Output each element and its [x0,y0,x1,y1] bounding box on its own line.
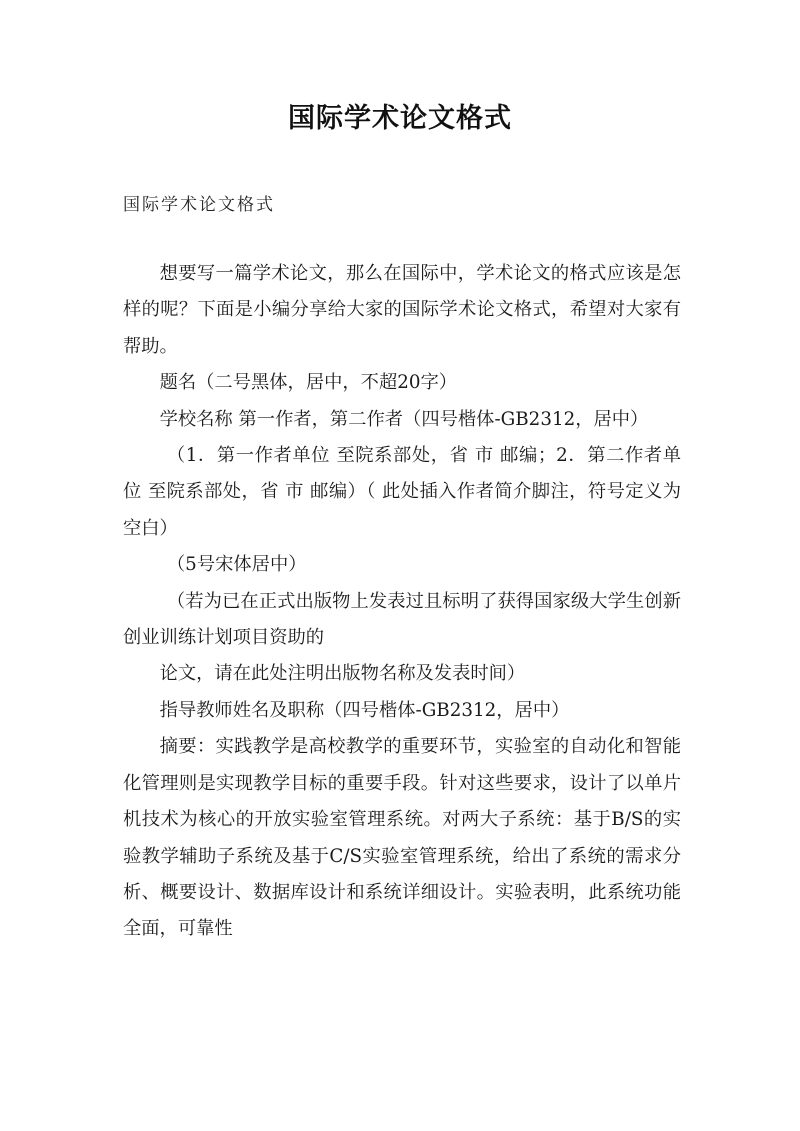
publication-note-continued-paragraph: 论文，请在此处注明出版物名称及发表时间） [159,663,526,685]
document-subtitle: 国际学术论文格式 [123,195,275,215]
title-format-paragraph: 题名（二号黑体，居中，不超20字） [159,372,458,394]
font-note-paragraph: （5号宋体居中） [166,554,307,576]
affiliation-format-paragraph: （1．第一作者单位 至院系部处，省 市 邮编；2．第二作者单位 至院系部处，省 市 邮编）（ 此处插入作者简介脚注，符号定义为空白） [123,445,681,539]
publication-note-paragraph: （若为已在正式出版物上发表过且标明了获得国家级大学生创新创业训练计划项目资助的 [123,590,681,649]
author-format-paragraph: 学校名称 第一作者，第二作者（四号楷体-GB2312，居中） [159,408,649,430]
advisor-format-paragraph: 指导教师姓名及职称（四号楷体-GB2312，居中） [159,699,570,721]
abstract-paragraph: 摘要：实践教学是高校教学的重要环节，实验室的自动化和智能化管理则是实现教学目标的重要手段。针对这些要求，设计了以单片机技术为核心的开放实验室管理系统。对两大子系统：基于B/S的实验教学辅助子系统及基于C/S实验室管理系统，给出了系统的需求分析、概要设计、数据库设计和系统详细设计。实验表明，此系统功能全面，可靠性 [123,736,681,940]
document-title: 国际学术论文格式 [288,103,512,134]
document-body [123,256,681,948]
intro-paragraph: 想要写一篇学术论文，那么在国际中，学术论文的格式应该是怎样的呢？下面是小编分享给大家的国际学术论文格式，希望对大家有帮助。 [123,263,681,357]
